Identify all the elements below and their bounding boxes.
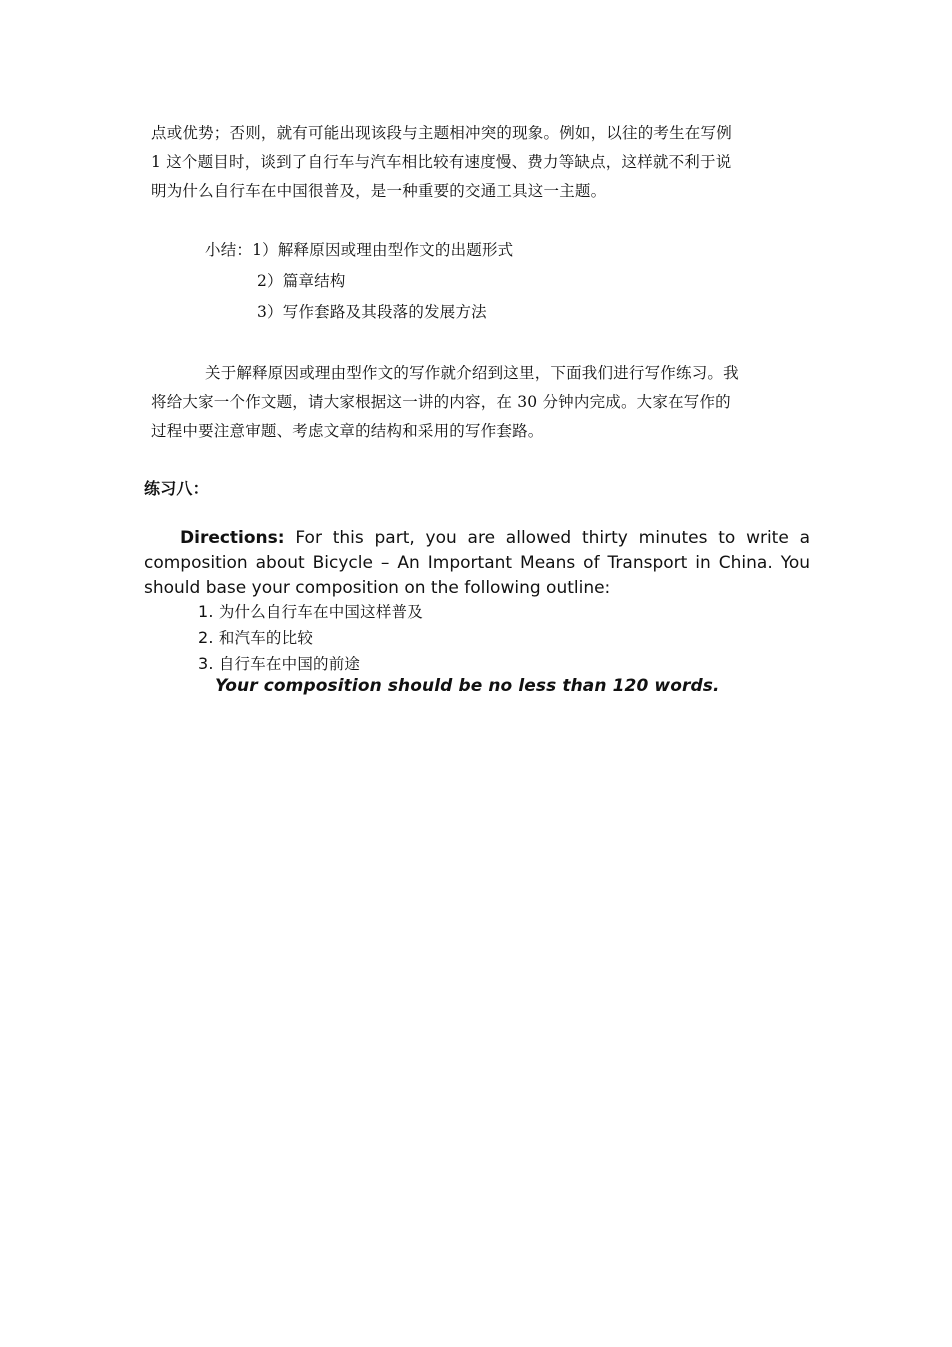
paragraph-line: 1 这个题目时，谈到了自行车与汽车相比较有速度慢、费力等缺点，这样就不利于说 (151, 153, 732, 171)
outline-text: 和汽车的比较 (218, 629, 314, 647)
summary-line: 2）篇章结构 (257, 272, 346, 290)
outline-item (198, 625, 423, 651)
outline-number: 3. (198, 654, 214, 673)
paragraph-exercise-intro (151, 359, 806, 446)
paragraph-line: 关于解释原因或理由型作文的写作就介绍到这里，下面我们进行写作练习。我 (205, 364, 739, 382)
directions-label: Directions: (180, 528, 285, 548)
outline-text: 自行车在中国的前途 (218, 655, 361, 673)
word-count-requirement: Your composition should be no less than 120 words. (215, 676, 720, 696)
summary-block (205, 235, 513, 328)
directions-paragraph (144, 526, 810, 601)
paragraph-line: 明为什么自行车在中国很普及，是一种重要的交通工具这一主题。 (151, 182, 607, 200)
paragraph-advantages (151, 119, 806, 206)
paragraph-line: 过程中要注意审题、考虑文章的结构和采用的写作套路。 (151, 422, 544, 440)
directions-text: For this part, you are allowed thirty minutes to write a composition about Bicycle – An Important Means of Transport in China. You should base your composition on the following outline: (144, 528, 810, 598)
outline-item (198, 599, 423, 625)
outline-list (198, 599, 423, 677)
paragraph-line: 点或优势；否则，就有可能出现该段与主题相冲突的现象。例如，以往的考生在写例 (151, 124, 732, 142)
outline-item (198, 651, 423, 677)
summary-line: 小结：1）解释原因或理由型作文的出题形式 (205, 241, 514, 259)
paragraph-line: 将给大家一个作文题，请大家根据这一讲的内容，在 30 分钟内完成。大家在写作的 (151, 393, 731, 411)
summary-line: 3）写作套路及其段落的发展方法 (257, 303, 487, 321)
outline-number: 2. (198, 628, 214, 647)
outline-number: 1. (198, 602, 214, 621)
exercise-heading: 练习八： (144, 479, 209, 498)
outline-text: 为什么自行车在中国这样普及 (218, 603, 423, 621)
